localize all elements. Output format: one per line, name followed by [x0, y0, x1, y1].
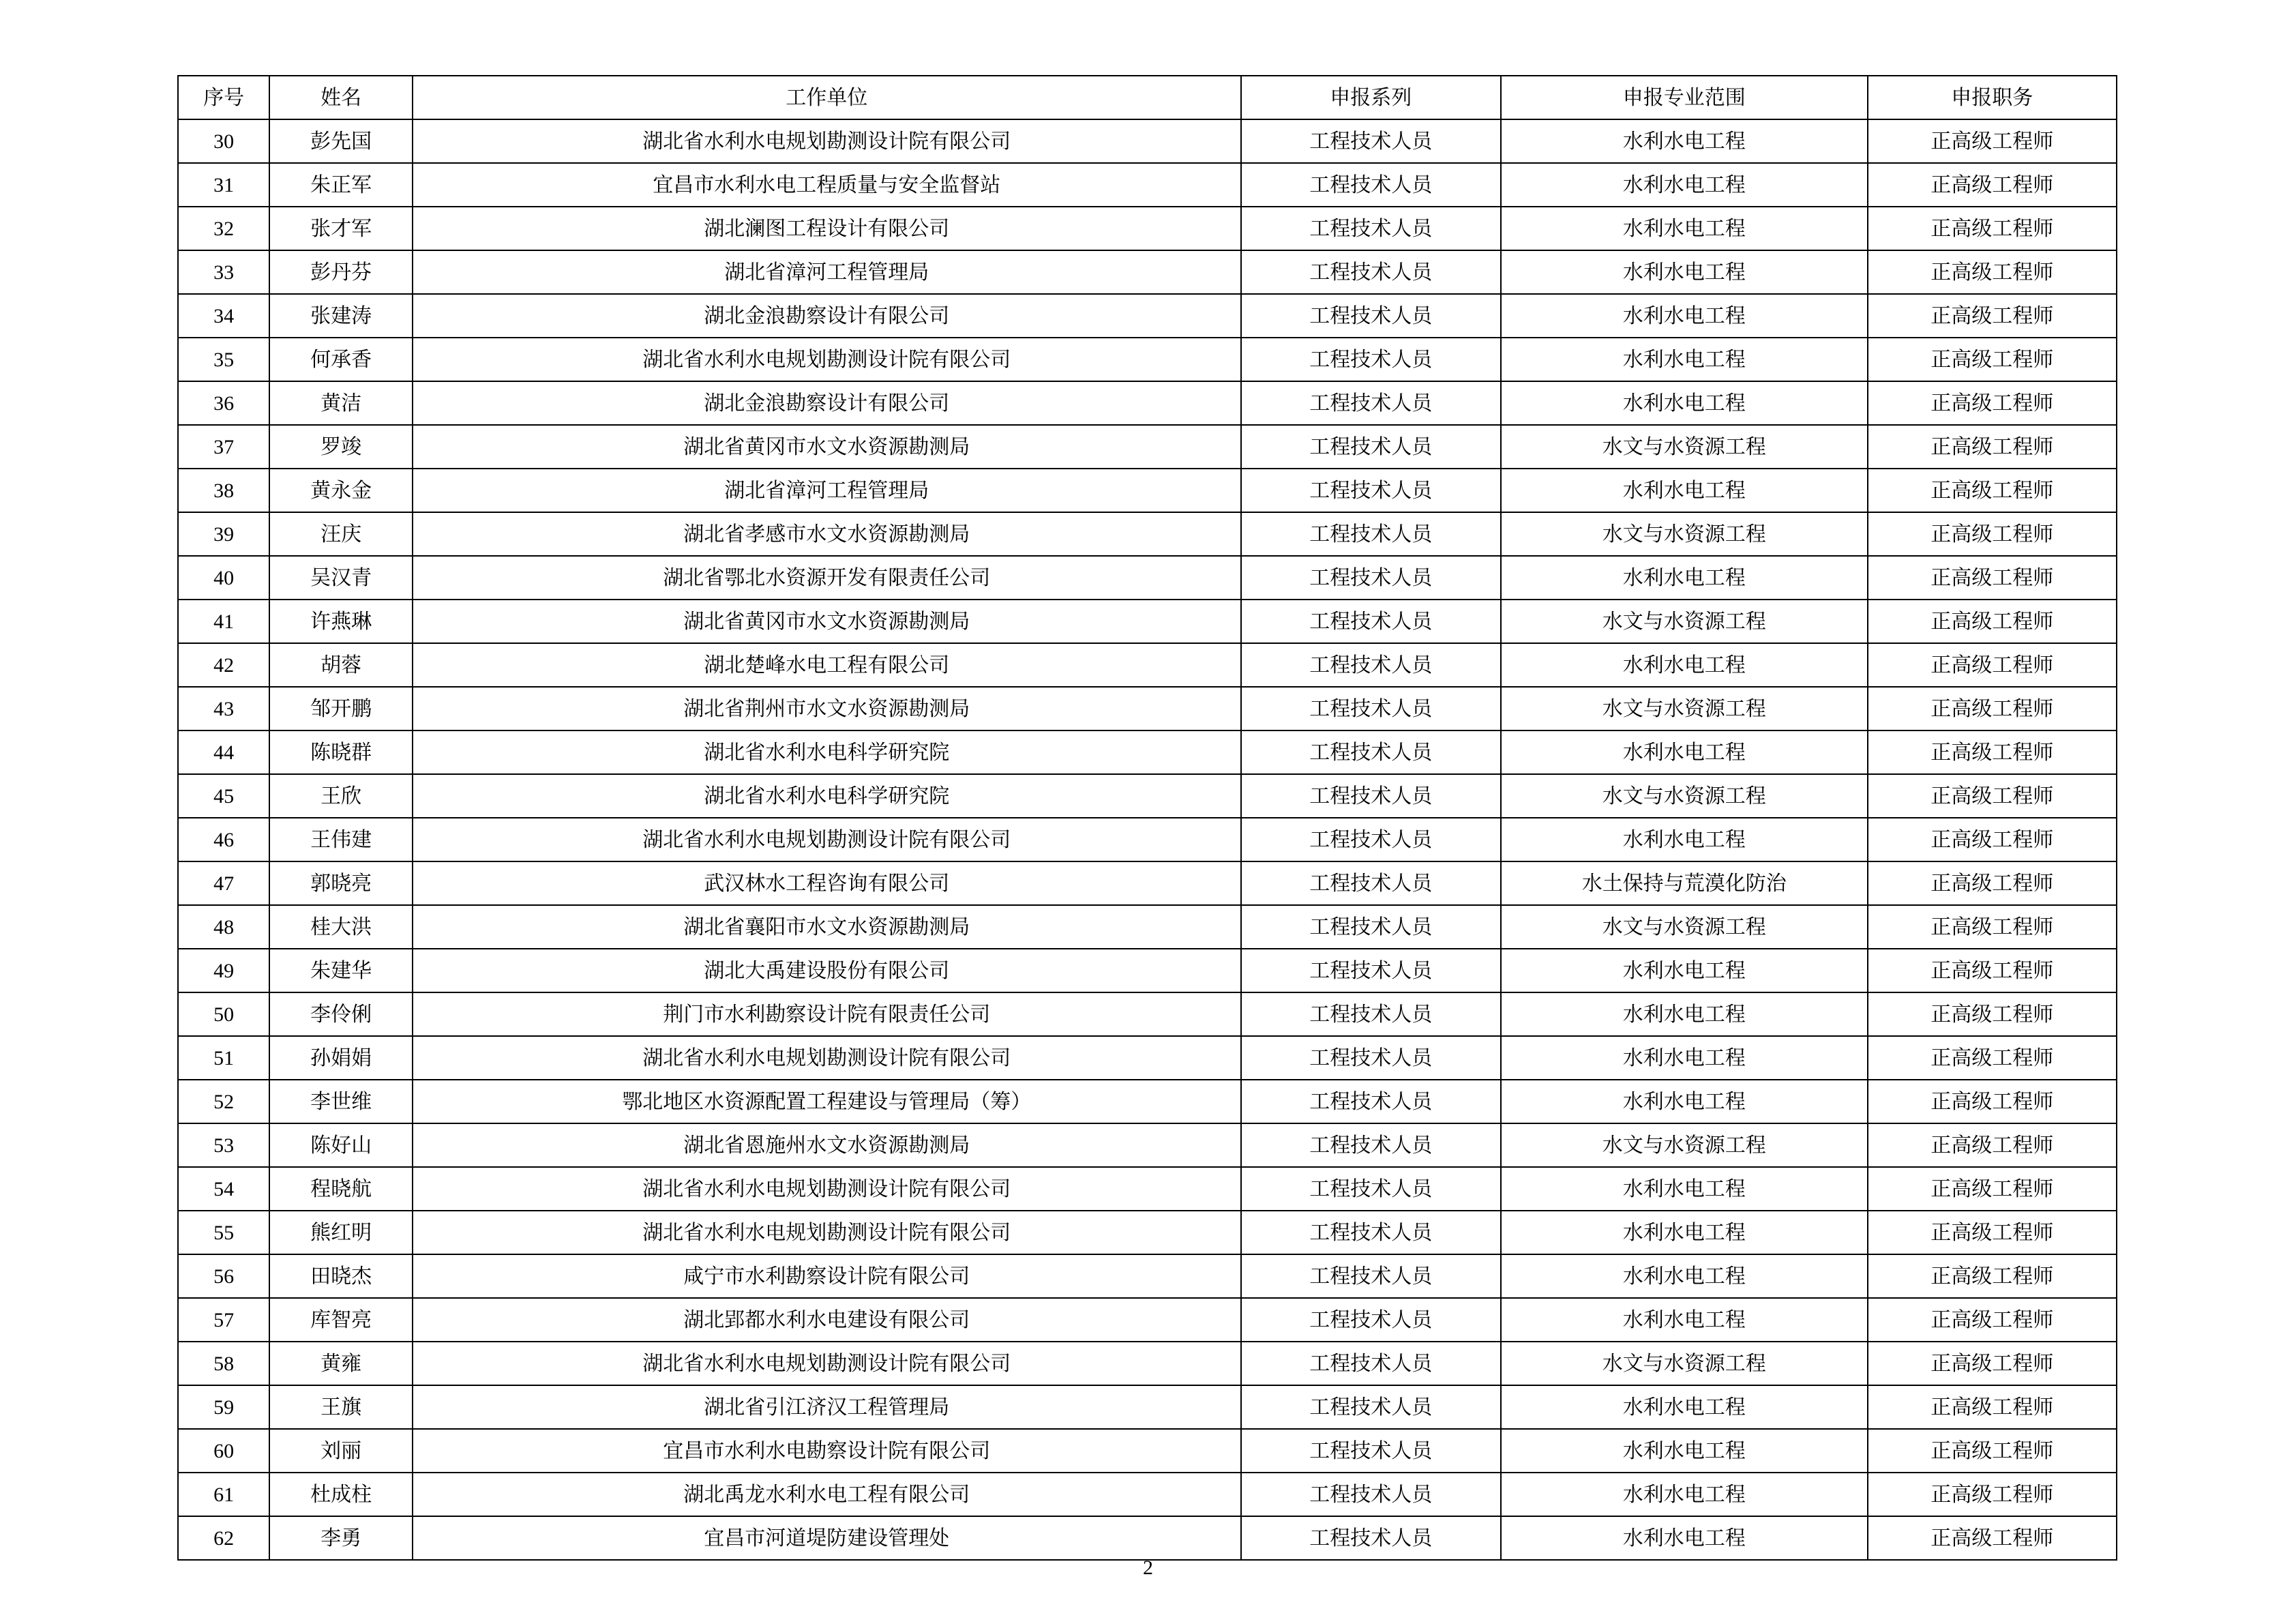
table-row [178, 1211, 2117, 1254]
cell-unit: 湖北省漳河工程管理局 [413, 469, 1241, 512]
cell-title: 正高级工程师 [1868, 1167, 2117, 1211]
cell-seq: 54 [178, 1167, 269, 1211]
cell-seq: 31 [178, 163, 269, 207]
cell-scope: 水利水电工程 [1501, 338, 1867, 381]
cell-name: 罗竣 [269, 425, 413, 469]
cell-title: 正高级工程师 [1868, 1473, 2117, 1516]
cell-title: 正高级工程师 [1868, 730, 2117, 774]
cell-series: 工程技术人员 [1241, 1167, 1502, 1211]
table-header [178, 76, 2117, 119]
cell-unit: 湖北澜图工程设计有限公司 [413, 207, 1241, 250]
cell-unit: 湖北大禹建设股份有限公司 [413, 949, 1241, 992]
cell-name: 吴汉青 [269, 556, 413, 600]
cell-unit: 湖北省水利水电规划勘测设计院有限公司 [413, 1211, 1241, 1254]
cell-scope: 水土保持与荒漠化防治 [1501, 861, 1867, 905]
cell-seq: 56 [178, 1254, 269, 1298]
cell-seq: 58 [178, 1342, 269, 1385]
table-row [178, 774, 2117, 818]
table-body [178, 119, 2117, 1560]
cell-seq: 47 [178, 861, 269, 905]
cell-series: 工程技术人员 [1241, 1298, 1502, 1342]
cell-scope: 水利水电工程 [1501, 1254, 1867, 1298]
cell-title: 正高级工程师 [1868, 381, 2117, 425]
cell-series: 工程技术人员 [1241, 774, 1502, 818]
cell-title: 正高级工程师 [1868, 643, 2117, 687]
cell-unit: 湖北金浪勘察设计有限公司 [413, 294, 1241, 338]
cell-scope: 水利水电工程 [1501, 119, 1867, 163]
cell-series: 工程技术人员 [1241, 1036, 1502, 1080]
cell-title: 正高级工程师 [1868, 469, 2117, 512]
cell-seq: 57 [178, 1298, 269, 1342]
cell-unit: 湖北省恩施州水文水资源勘测局 [413, 1123, 1241, 1167]
cell-name: 熊红明 [269, 1211, 413, 1254]
cell-seq: 62 [178, 1516, 269, 1560]
cell-scope: 水利水电工程 [1501, 207, 1867, 250]
table-row [178, 207, 2117, 250]
table-row [178, 1385, 2117, 1429]
column-header-name: 姓名 [269, 76, 413, 119]
cell-series: 工程技术人员 [1241, 512, 1502, 556]
table-row [178, 1473, 2117, 1516]
cell-series: 工程技术人员 [1241, 1211, 1502, 1254]
table-row [178, 381, 2117, 425]
table-row [178, 425, 2117, 469]
table-row [178, 1123, 2117, 1167]
cell-unit: 宜昌市河道堤防建设管理处 [413, 1516, 1241, 1560]
cell-name: 张建涛 [269, 294, 413, 338]
cell-name: 桂大洪 [269, 905, 413, 949]
cell-scope: 水文与水资源工程 [1501, 774, 1867, 818]
cell-unit: 湖北省鄂北水资源开发有限责任公司 [413, 556, 1241, 600]
cell-unit: 荆门市水利勘察设计院有限责任公司 [413, 992, 1241, 1036]
table-row [178, 163, 2117, 207]
cell-name: 邹开鹏 [269, 687, 413, 730]
cell-name: 李世维 [269, 1080, 413, 1123]
table-row [178, 1080, 2117, 1123]
cell-name: 黄永金 [269, 469, 413, 512]
table-row [178, 818, 2117, 861]
cell-seq: 51 [178, 1036, 269, 1080]
cell-name: 库智亮 [269, 1298, 413, 1342]
cell-scope: 水利水电工程 [1501, 1298, 1867, 1342]
cell-title: 正高级工程师 [1868, 119, 2117, 163]
cell-name: 程晓航 [269, 1167, 413, 1211]
cell-series: 工程技术人员 [1241, 1385, 1502, 1429]
cell-series: 工程技术人员 [1241, 207, 1502, 250]
cell-unit: 湖北省黄冈市水文水资源勘测局 [413, 425, 1241, 469]
cell-unit: 湖北省水利水电规划勘测设计院有限公司 [413, 818, 1241, 861]
cell-name: 陈晓群 [269, 730, 413, 774]
cell-seq: 36 [178, 381, 269, 425]
cell-title: 正高级工程师 [1868, 207, 2117, 250]
cell-scope: 水文与水资源工程 [1501, 600, 1867, 643]
cell-unit: 湖北省黄冈市水文水资源勘测局 [413, 600, 1241, 643]
cell-name: 王旗 [269, 1385, 413, 1429]
cell-scope: 水利水电工程 [1501, 1211, 1867, 1254]
column-header-title: 申报职务 [1868, 76, 2117, 119]
cell-seq: 32 [178, 207, 269, 250]
cell-name: 孙娟娟 [269, 1036, 413, 1080]
cell-scope: 水利水电工程 [1501, 556, 1867, 600]
cell-seq: 44 [178, 730, 269, 774]
cell-title: 正高级工程师 [1868, 1342, 2117, 1385]
cell-series: 工程技术人员 [1241, 861, 1502, 905]
cell-scope: 水利水电工程 [1501, 1167, 1867, 1211]
cell-scope: 水利水电工程 [1501, 730, 1867, 774]
cell-title: 正高级工程师 [1868, 556, 2117, 600]
cell-seq: 50 [178, 992, 269, 1036]
cell-scope: 水利水电工程 [1501, 643, 1867, 687]
table-row [178, 1342, 2117, 1385]
cell-unit: 湖北省孝感市水文水资源勘测局 [413, 512, 1241, 556]
cell-title: 正高级工程师 [1868, 1298, 2117, 1342]
cell-name: 彭丹芬 [269, 250, 413, 294]
cell-scope: 水文与水资源工程 [1501, 905, 1867, 949]
cell-scope: 水利水电工程 [1501, 469, 1867, 512]
cell-title: 正高级工程师 [1868, 818, 2117, 861]
cell-scope: 水文与水资源工程 [1501, 1342, 1867, 1385]
column-header-seq: 序号 [178, 76, 269, 119]
table-row [178, 730, 2117, 774]
table-row [178, 1516, 2117, 1560]
cell-seq: 59 [178, 1385, 269, 1429]
table-row [178, 1036, 2117, 1080]
cell-unit: 鄂北地区水资源配置工程建设与管理局（筹） [413, 1080, 1241, 1123]
cell-series: 工程技术人员 [1241, 1473, 1502, 1516]
cell-scope: 水文与水资源工程 [1501, 425, 1867, 469]
cell-unit: 湖北省水利水电规划勘测设计院有限公司 [413, 338, 1241, 381]
cell-name: 田晓杰 [269, 1254, 413, 1298]
cell-scope: 水文与水资源工程 [1501, 1123, 1867, 1167]
cell-seq: 38 [178, 469, 269, 512]
cell-name: 李勇 [269, 1516, 413, 1560]
cell-seq: 40 [178, 556, 269, 600]
cell-scope: 水文与水资源工程 [1501, 687, 1867, 730]
cell-name: 陈好山 [269, 1123, 413, 1167]
cell-series: 工程技术人员 [1241, 992, 1502, 1036]
cell-scope: 水利水电工程 [1501, 949, 1867, 992]
cell-title: 正高级工程师 [1868, 774, 2117, 818]
cell-name: 朱建华 [269, 949, 413, 992]
table-row [178, 687, 2117, 730]
cell-unit: 湖北省荆州市水文水资源勘测局 [413, 687, 1241, 730]
cell-unit: 湖北省水利水电科学研究院 [413, 774, 1241, 818]
cell-seq: 61 [178, 1473, 269, 1516]
cell-series: 工程技术人员 [1241, 949, 1502, 992]
cell-unit: 湖北省水利水电规划勘测设计院有限公司 [413, 1036, 1241, 1080]
cell-seq: 45 [178, 774, 269, 818]
cell-scope: 水文与水资源工程 [1501, 512, 1867, 556]
table-row [178, 1429, 2117, 1473]
cell-title: 正高级工程师 [1868, 687, 2117, 730]
cell-series: 工程技术人员 [1241, 600, 1502, 643]
cell-name: 张才军 [269, 207, 413, 250]
cell-unit: 湖北省水利水电规划勘测设计院有限公司 [413, 1342, 1241, 1385]
cell-title: 正高级工程师 [1868, 992, 2117, 1036]
table-header-row [178, 76, 2117, 119]
cell-name: 李伶俐 [269, 992, 413, 1036]
cell-series: 工程技术人员 [1241, 1123, 1502, 1167]
cell-series: 工程技术人员 [1241, 469, 1502, 512]
cell-scope: 水利水电工程 [1501, 1080, 1867, 1123]
cell-series: 工程技术人员 [1241, 381, 1502, 425]
cell-title: 正高级工程师 [1868, 861, 2117, 905]
cell-unit: 湖北省襄阳市水文水资源勘测局 [413, 905, 1241, 949]
cell-seq: 55 [178, 1211, 269, 1254]
cell-title: 正高级工程师 [1868, 1516, 2117, 1560]
cell-name: 王伟建 [269, 818, 413, 861]
table-row [178, 600, 2117, 643]
cell-name: 杜成柱 [269, 1473, 413, 1516]
cell-scope: 水利水电工程 [1501, 1385, 1867, 1429]
cell-name: 朱正军 [269, 163, 413, 207]
table-row [178, 1254, 2117, 1298]
cell-scope: 水利水电工程 [1501, 163, 1867, 207]
cell-seq: 60 [178, 1429, 269, 1473]
cell-unit: 湖北省引江济汉工程管理局 [413, 1385, 1241, 1429]
cell-unit: 湖北楚峰水电工程有限公司 [413, 643, 1241, 687]
cell-scope: 水利水电工程 [1501, 250, 1867, 294]
cell-name: 王欣 [269, 774, 413, 818]
cell-unit: 宜昌市水利水电勘察设计院有限公司 [413, 1429, 1241, 1473]
cell-seq: 43 [178, 687, 269, 730]
cell-scope: 水利水电工程 [1501, 294, 1867, 338]
cell-series: 工程技术人员 [1241, 1516, 1502, 1560]
cell-unit: 湖北金浪勘察设计有限公司 [413, 381, 1241, 425]
cell-title: 正高级工程师 [1868, 905, 2117, 949]
table-row [178, 556, 2117, 600]
cell-name: 彭先国 [269, 119, 413, 163]
cell-seq: 42 [178, 643, 269, 687]
cell-title: 正高级工程师 [1868, 1036, 2117, 1080]
table-row [178, 992, 2117, 1036]
cell-title: 正高级工程师 [1868, 294, 2117, 338]
cell-scope: 水利水电工程 [1501, 818, 1867, 861]
table-row [178, 512, 2117, 556]
cell-scope: 水利水电工程 [1501, 1516, 1867, 1560]
column-header-scope: 申报专业范围 [1501, 76, 1867, 119]
cell-scope: 水利水电工程 [1501, 992, 1867, 1036]
cell-name: 许燕琳 [269, 600, 413, 643]
cell-name: 黄雍 [269, 1342, 413, 1385]
applicant-roster-table [177, 75, 2117, 1561]
cell-title: 正高级工程师 [1868, 1080, 2117, 1123]
cell-name: 何承香 [269, 338, 413, 381]
cell-unit: 湖北省水利水电规划勘测设计院有限公司 [413, 1167, 1241, 1211]
cell-series: 工程技术人员 [1241, 1080, 1502, 1123]
table-row [178, 250, 2117, 294]
cell-seq: 33 [178, 250, 269, 294]
cell-name: 胡蓉 [269, 643, 413, 687]
cell-title: 正高级工程师 [1868, 1123, 2117, 1167]
cell-scope: 水利水电工程 [1501, 1473, 1867, 1516]
cell-name: 郭晓亮 [269, 861, 413, 905]
table-row [178, 643, 2117, 687]
table-row [178, 1298, 2117, 1342]
cell-seq: 52 [178, 1080, 269, 1123]
cell-series: 工程技术人员 [1241, 338, 1502, 381]
cell-title: 正高级工程师 [1868, 250, 2117, 294]
cell-scope: 水利水电工程 [1501, 1036, 1867, 1080]
cell-seq: 49 [178, 949, 269, 992]
cell-title: 正高级工程师 [1868, 1385, 2117, 1429]
cell-series: 工程技术人员 [1241, 250, 1502, 294]
cell-title: 正高级工程师 [1868, 1211, 2117, 1254]
cell-title: 正高级工程师 [1868, 425, 2117, 469]
column-header-series: 申报系列 [1241, 76, 1502, 119]
table-row [178, 861, 2117, 905]
cell-title: 正高级工程师 [1868, 163, 2117, 207]
cell-title: 正高级工程师 [1868, 512, 2117, 556]
cell-seq: 30 [178, 119, 269, 163]
cell-series: 工程技术人员 [1241, 643, 1502, 687]
cell-seq: 37 [178, 425, 269, 469]
cell-seq: 48 [178, 905, 269, 949]
cell-unit: 湖北禹龙水利水电工程有限公司 [413, 1473, 1241, 1516]
cell-scope: 水利水电工程 [1501, 1429, 1867, 1473]
cell-unit: 咸宁市水利勘察设计院有限公司 [413, 1254, 1241, 1298]
cell-series: 工程技术人员 [1241, 1342, 1502, 1385]
cell-seq: 35 [178, 338, 269, 381]
cell-series: 工程技术人员 [1241, 905, 1502, 949]
table-row [178, 338, 2117, 381]
cell-series: 工程技术人员 [1241, 687, 1502, 730]
cell-seq: 39 [178, 512, 269, 556]
cell-title: 正高级工程师 [1868, 338, 2117, 381]
cell-series: 工程技术人员 [1241, 1429, 1502, 1473]
cell-title: 正高级工程师 [1868, 949, 2117, 992]
cell-name: 刘丽 [269, 1429, 413, 1473]
cell-unit: 湖北郢都水利水电建设有限公司 [413, 1298, 1241, 1342]
table-row [178, 1167, 2117, 1211]
cell-seq: 34 [178, 294, 269, 338]
table-row [178, 119, 2117, 163]
cell-scope: 水利水电工程 [1501, 381, 1867, 425]
cell-series: 工程技术人员 [1241, 425, 1502, 469]
cell-title: 正高级工程师 [1868, 600, 2117, 643]
cell-unit: 宜昌市水利水电工程质量与安全监督站 [413, 163, 1241, 207]
table-row [178, 905, 2117, 949]
cell-unit: 湖北省漳河工程管理局 [413, 250, 1241, 294]
table-row [178, 949, 2117, 992]
page-number: 2 [1143, 1556, 1153, 1579]
cell-series: 工程技术人员 [1241, 556, 1502, 600]
cell-seq: 41 [178, 600, 269, 643]
cell-title: 正高级工程师 [1868, 1254, 2117, 1298]
table-row [178, 294, 2117, 338]
cell-series: 工程技术人员 [1241, 1254, 1502, 1298]
cell-title: 正高级工程师 [1868, 1429, 2117, 1473]
cell-seq: 53 [178, 1123, 269, 1167]
cell-unit: 武汉林水工程咨询有限公司 [413, 861, 1241, 905]
cell-unit: 湖北省水利水电科学研究院 [413, 730, 1241, 774]
cell-series: 工程技术人员 [1241, 818, 1502, 861]
cell-series: 工程技术人员 [1241, 119, 1502, 163]
cell-series: 工程技术人员 [1241, 163, 1502, 207]
cell-name: 黄洁 [269, 381, 413, 425]
cell-unit: 湖北省水利水电规划勘测设计院有限公司 [413, 119, 1241, 163]
column-header-unit: 工作单位 [413, 76, 1241, 119]
cell-name: 汪庆 [269, 512, 413, 556]
table-row [178, 469, 2117, 512]
cell-series: 工程技术人员 [1241, 294, 1502, 338]
cell-series: 工程技术人员 [1241, 730, 1502, 774]
cell-seq: 46 [178, 818, 269, 861]
